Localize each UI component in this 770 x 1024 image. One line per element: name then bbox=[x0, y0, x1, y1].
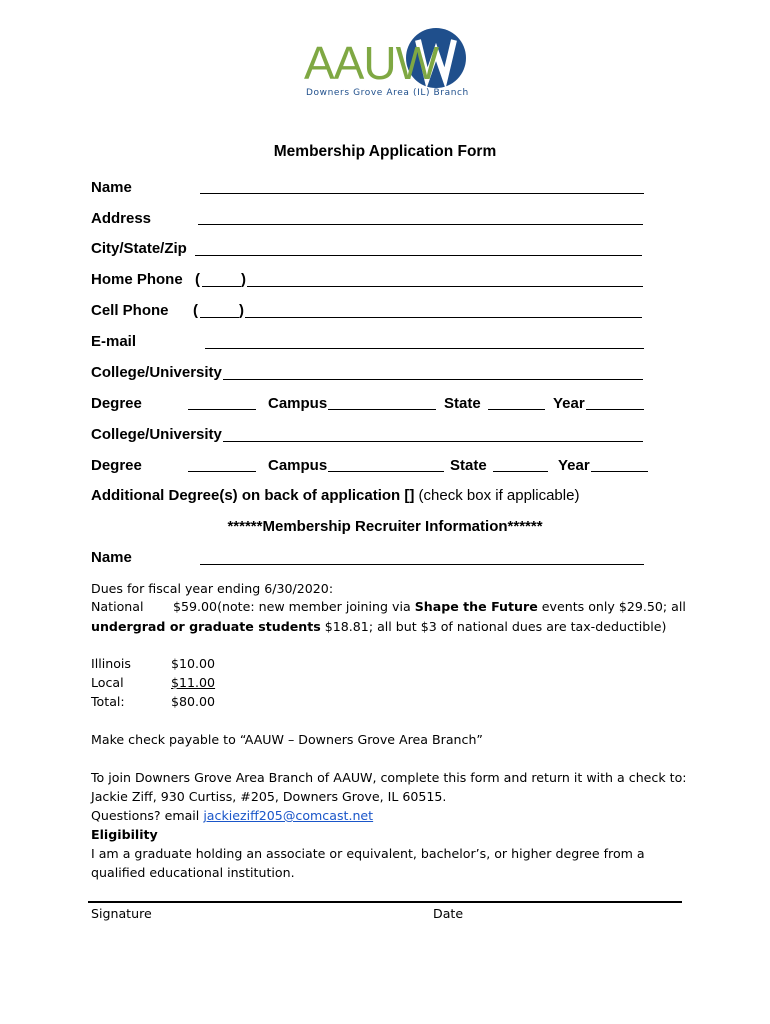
year-label-1: Year bbox=[553, 395, 585, 412]
eligibility-text-2: qualified educational institution. bbox=[91, 865, 295, 880]
dues-national-note-3: $18.81; all but $3 of national dues are tax-deductible) bbox=[320, 619, 667, 634]
recruiter-name-label: Name bbox=[91, 549, 132, 566]
dues-local-amount: $11.00 bbox=[171, 675, 216, 690]
home-phone-area-open: ( bbox=[195, 271, 200, 288]
name-label: Name bbox=[91, 179, 132, 196]
college-field-1[interactable] bbox=[223, 379, 643, 380]
dues-national-note-1: (note: new member joining via bbox=[217, 599, 415, 614]
degree-field-2[interactable] bbox=[188, 471, 256, 472]
additional-degrees-label[interactable]: Additional Degree(s) on back of application [] bbox=[91, 487, 415, 504]
dues-illinois-amount: $10.00 bbox=[171, 656, 216, 671]
date-label: Date bbox=[433, 906, 464, 921]
home-phone-area-close: ) bbox=[241, 271, 246, 288]
name-field[interactable] bbox=[200, 193, 644, 194]
cell-phone-area-open: ( bbox=[193, 302, 198, 319]
payable-text: Make check payable to “AAUW – Downers Grove Area Branch” bbox=[91, 732, 483, 747]
recruiter-heading: ******Membership Recruiter Information****** bbox=[227, 518, 543, 535]
dues-national-label: National bbox=[91, 599, 144, 614]
signature-label: Signature bbox=[91, 906, 152, 921]
form-title: Membership Application Form bbox=[273, 143, 497, 160]
questions-row bbox=[91, 808, 373, 823]
eligibility-text-1: I am a graduate holding an associate or equivalent, bachelor’s, or higher degree from a bbox=[91, 846, 645, 861]
state-label-1: State bbox=[444, 395, 481, 412]
cell-phone-area-close: ) bbox=[239, 302, 244, 319]
logo-text: AAUW bbox=[304, 37, 438, 89]
state-label-2: State bbox=[450, 457, 487, 474]
address-field[interactable] bbox=[198, 224, 643, 225]
shape-the-future: Shape the Future bbox=[414, 599, 538, 614]
year-label-2: Year bbox=[558, 457, 590, 474]
dues-national-amount: $59.00 bbox=[173, 599, 218, 614]
additional-degrees-note: (check box if applicable) bbox=[418, 487, 580, 504]
dues-national-text bbox=[173, 599, 686, 614]
degree-label-2: Degree bbox=[91, 457, 142, 474]
dues-national-note-2: events only $29.50; all bbox=[537, 599, 686, 614]
mail-address: Jackie Ziff, 930 Curtiss, #205, Downers Grove, IL 60515. bbox=[91, 789, 447, 804]
city-state-zip-field[interactable] bbox=[195, 255, 642, 256]
eligibility-heading-text: Eligibility bbox=[91, 827, 158, 842]
dues-total-label: Total: bbox=[91, 694, 125, 709]
logo-subtitle: Downers Grove Area (IL) Branch bbox=[306, 88, 469, 98]
home-phone-label: Home Phone bbox=[91, 271, 183, 288]
eligibility-heading bbox=[91, 827, 158, 842]
year-field-2[interactable] bbox=[591, 471, 648, 472]
additional-degrees-row[interactable] bbox=[91, 487, 579, 504]
state-field-2[interactable] bbox=[493, 471, 548, 472]
campus-label-1: Campus bbox=[268, 395, 328, 412]
college-label-1: College/University bbox=[91, 364, 222, 381]
dues-heading: Dues for fiscal year ending 6/30/2020: bbox=[91, 581, 334, 596]
email-label: E-mail bbox=[91, 333, 137, 350]
home-phone-area-code-field[interactable] bbox=[202, 286, 241, 287]
cell-phone-area-code-field[interactable] bbox=[200, 317, 239, 318]
degree-field-1[interactable] bbox=[188, 409, 256, 410]
address-label: Address bbox=[91, 210, 152, 227]
email-field[interactable] bbox=[205, 348, 644, 349]
campus-field-1[interactable] bbox=[328, 409, 436, 410]
college-field-2[interactable] bbox=[223, 441, 643, 442]
contact-email-link[interactable]: jackieziff205@comcast.net bbox=[203, 808, 374, 823]
dues-total-amount: $80.00 bbox=[171, 694, 216, 709]
recruiter-name-field[interactable] bbox=[200, 564, 644, 565]
aauw-logo bbox=[300, 26, 470, 102]
questions-text: Questions? email bbox=[91, 808, 204, 823]
campus-label-2: Campus bbox=[268, 457, 328, 474]
signature-line[interactable] bbox=[88, 901, 682, 903]
cell-phone-label: Cell Phone bbox=[91, 302, 169, 319]
dues-national-row bbox=[91, 599, 143, 614]
year-field-1[interactable] bbox=[586, 409, 644, 410]
campus-field-2[interactable] bbox=[328, 471, 444, 472]
dues-local-label: Local bbox=[91, 675, 124, 690]
city-state-zip-label: City/State/Zip bbox=[91, 240, 187, 257]
state-field-1[interactable] bbox=[488, 409, 545, 410]
home-phone-field[interactable] bbox=[247, 286, 643, 287]
college-label-2: College/University bbox=[91, 426, 222, 443]
dues-illinois-label: Illinois bbox=[91, 656, 131, 671]
cell-phone-field[interactable] bbox=[245, 317, 642, 318]
undergrad-graduate-students: undergrad or graduate students bbox=[91, 619, 321, 634]
degree-label-1: Degree bbox=[91, 395, 142, 412]
join-text: To join Downers Grove Area Branch of AAUW, complete this form and return it with a check to: bbox=[91, 770, 687, 785]
dues-national-text-line-2 bbox=[91, 619, 666, 634]
